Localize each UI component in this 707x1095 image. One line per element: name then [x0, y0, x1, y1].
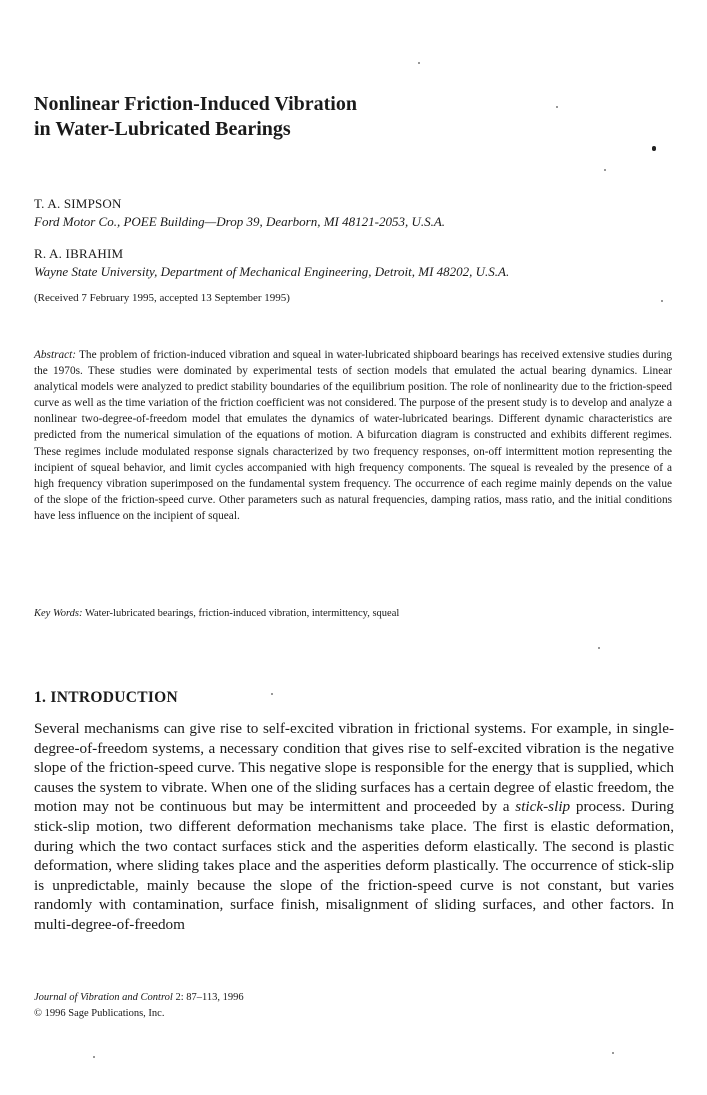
journal-name: Journal of Vibration and Control — [34, 992, 173, 1003]
title-line-2: in Water-Lubricated Bearings — [34, 118, 291, 140]
scan-speck — [604, 169, 606, 171]
abstract — [34, 347, 672, 524]
scan-speck — [598, 647, 600, 649]
received-dates: (Received 7 February 1995, accepted 13 September 1995) — [34, 292, 290, 304]
scan-speck — [661, 300, 663, 302]
introduction-paragraph — [34, 719, 674, 935]
intro-text-part-1: Several mechanisms can give rise to self-excited vibration in frictional systems. For example, in single-degree-of-freedom systems, a necessary condition that gives rise to self-excited vibration is the negative slope of the friction-speed curve. This negative slope is responsible for the energy that is supplied, which causes the system to vibrate. When one of the sliding surfaces has a certain degree of elastic freedom, the motion may not be continuous but may be intermittent and proceeded by a — [34, 720, 674, 816]
scan-speck — [612, 1052, 614, 1054]
section-heading: 1. INTRODUCTION — [34, 689, 179, 706]
abstract-label: Abstract: — [34, 349, 77, 361]
scan-speck — [556, 106, 558, 108]
author-affiliation-2: Wayne State University, Department of Mechanical Engineering, Detroit, MI 48202, U.S.A. — [34, 264, 510, 279]
copyright-notice: © 1996 Sage Publications, Inc. — [34, 1008, 165, 1019]
abstract-text: The problem of friction-induced vibration and squeal in water-lubricated shipboard bearings has received extensive studies during the 1970s. These studies were dominated by experimental tests of section models that emulated the actual bearing dynamics. Linear analytical models were analyzed to predict stability boundaries of the equilibrium position. The role of nonlinearity due to the friction-speed curve as well as the time variation of the friction coefficient was not considered. The purpose of the present study is to develop and analyze a nonlinear two-degree-of-freedom model that emulates the dynamics of water-lubricated bearings. Different dynamic characteristics are predicted from the numerical simulation of the equations of motion. A bifurcation diagram is constructed and exhibits different regimes. These regimes include modulated response signals characterized by two frequency responses, on-off intermittent motion representing the incipient of squeal behavior, and limit cycles accompanied with high frequency components. The squeal is revealed by the presence of a high frequency vibration superimposed on the fundamental system frequency. The occurrence of each regime mainly depends on the value of the slope of the friction-speed curve. Other parameters such as natural frequencies, damping ratios, mass ratio, and the initial conditions have less influence on the incipient of squeal. — [34, 349, 673, 522]
keywords — [34, 608, 672, 619]
scan-speck — [271, 693, 273, 695]
author-name-2: R. A. IBRAHIM — [34, 246, 124, 261]
scan-speck — [418, 62, 420, 64]
article-title — [34, 92, 634, 142]
intro-emphasis: stick-slip — [515, 798, 571, 816]
intro-text-part-2: process. During stick-slip motion, two different deformation mechanisms take place. The first is elastic deformation, during which the two contact surfaces stick and the asperities deform elastically. The second is plastic deformation, where sliding takes place and the asperities deform plastically. The occurrence of stick-slip is unpredictable, mainly because the slope of the friction-speed curve is not constant, but varies randomly with contamination, surface finish, misalignment of sliding surfaces, and other factors. In multi-degree-of-freedom — [34, 798, 675, 933]
journal-citation — [34, 992, 244, 1003]
scan-speck — [652, 146, 656, 151]
keywords-label: Key Words: — [34, 608, 83, 619]
journal-volume-pages: 2: 87–113, 1996 — [175, 992, 244, 1003]
author-name-1: T. A. SIMPSON — [34, 196, 122, 211]
scan-speck — [93, 1056, 95, 1058]
title-line-1: Nonlinear Friction-Induced Vibration — [34, 93, 357, 115]
author-affiliation-1: Ford Motor Co., POEE Building—Drop 39, Dearborn, MI 48121-2053, U.S.A. — [34, 214, 446, 229]
keywords-text: Water-lubricated bearings, friction-induced vibration, intermittency, squeal — [84, 608, 400, 619]
